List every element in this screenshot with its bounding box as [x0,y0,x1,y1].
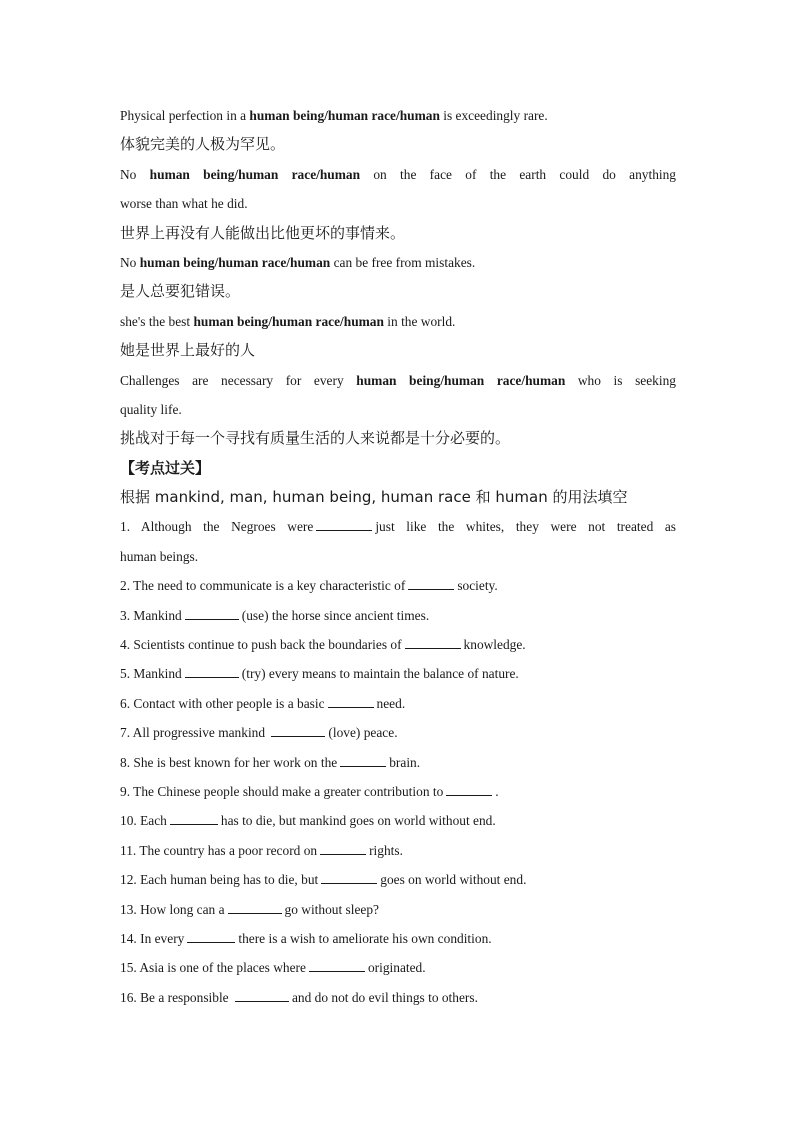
example-keyword: human being/human race/human [149,166,361,182]
exercise-text-after: need. [376,695,406,711]
exercise-text-before: Each [140,813,167,829]
exercise-text-after: just like the whites, they were not treated as [375,519,677,535]
exercise-text-before: Mankind [133,666,182,682]
fill-in-blank[interactable] [185,665,239,679]
example-english-line [120,307,676,336]
example-text: Challenges are necessary for every [120,372,357,388]
exercise-number: 7. [120,725,131,741]
example-text: quality life. [120,401,182,417]
exercise-text-before: Each human being has to die, but [140,872,319,888]
example-english-line [120,160,676,189]
fill-in-blank[interactable] [446,782,492,796]
example-text: is exceedingly rare. [439,108,548,123]
example-text: can be free from mistakes. [330,254,476,270]
exercise-text-before: In every [140,930,185,946]
fill-in-blank[interactable] [340,753,386,767]
exercise-text-after: go without sleep? [284,901,379,917]
exercise-text-before: All progressive mankind [132,725,269,741]
example-keyword: human being/human race/human [356,372,566,388]
exercise-number: 16. [120,989,137,1005]
example-keyword: human being/human race/human [193,313,384,329]
exercise-item [120,865,676,894]
exercise-item [120,748,676,777]
exercise-text-after: has to die, but mankind goes on world without end. [220,813,496,829]
exercise-text-after: (try) every means to maintain the balance of nature. [241,666,519,682]
exercise-text-after: originated. [367,960,426,976]
example-text: No [120,254,140,270]
exercise-number: 4. [120,637,131,653]
exercise-number: 1. [120,519,131,535]
example-text: who is seeking [565,372,676,388]
exercise-continuation: human beings. [120,548,199,564]
exercise-text-after: there is a wish to ameliorate his own condition. [238,930,492,946]
exercise-item [120,718,676,747]
example-english-line [120,189,676,218]
exercise-item [120,601,676,630]
example-chinese-translation: 挑战对于每一个寻找有质量生活的人来说都是十分必要的。 [120,429,511,448]
fill-in-blank[interactable] [185,606,239,620]
exercise-text-before: Scientists continue to push back the boundaries of [133,637,402,653]
exercise-number: 5. [120,666,131,682]
exercise-instruction: 根据 mankind, man, human being, human race 和 human 的用法填空 [120,488,628,507]
document-page [120,101,676,1012]
exercise-number: 12. [120,872,137,888]
exercise-item [120,512,676,541]
exercise-text-after: society. [457,578,498,594]
exercise-list [120,512,676,1012]
example-chinese-translation: 她是世界上最好的人 [120,341,256,360]
fill-in-blank[interactable] [316,518,372,532]
example-english-line [120,395,676,424]
exercise-text-before: She is best known for her work on the [133,754,338,770]
fill-in-blank[interactable] [328,694,374,708]
exercise-number: 13. [120,901,137,917]
example-text: in the world. [383,313,456,329]
example-sentences [120,101,676,454]
exercise-number: 11. [120,842,137,858]
exercise-item [120,777,676,806]
exercise-item [120,659,676,688]
example-english-line [120,101,676,130]
exercise-text-before: Asia is one of the places where [139,960,306,976]
exercise-text-before: How long can a [140,901,225,917]
exercise-text-before: The country has a poor record on [139,842,318,858]
fill-in-blank[interactable] [170,812,218,826]
example-english-line [120,248,676,277]
example-chinese-translation: 是人总要犯错误。 [120,282,241,301]
exercise-text-before: The Chinese people should make a greater contribution to [133,783,444,799]
exercise-text-after: . [495,783,499,799]
exercise-text-after: and do not do evil things to others. [291,989,478,1005]
exercise-text-before: Although the Negroes were [140,519,314,535]
example-text: she's the best [120,313,194,329]
example-text: No [120,166,150,182]
fill-in-blank[interactable] [187,929,235,943]
exercise-text-after: (use) the horse since ancient times. [241,607,430,623]
exercise-text-before: Mankind [133,607,182,623]
exercise-number: 15. [120,960,137,976]
exercise-item [120,806,676,835]
example-english-line [120,366,676,395]
example-keyword: human being/human race/human [249,108,440,123]
section-heading: 【考点过关】 [120,458,211,477]
exercise-text-before: Contact with other people is a basic [133,695,325,711]
exercise-number: 9. [120,783,131,799]
example-text: Physical perfection in a [120,108,250,123]
exercise-text-before: Be a responsible [140,989,232,1005]
exercise-number: 6. [120,695,131,711]
exercise-item [120,630,676,659]
exercise-item [120,983,676,1012]
exercise-number: 10. [120,813,137,829]
example-chinese-translation: 世界上再没有人能做出比他更坏的事情来。 [120,223,406,242]
exercise-number: 2. [120,578,131,594]
exercise-text-after: rights. [369,842,403,858]
fill-in-blank[interactable] [320,841,366,855]
exercise-item [120,689,676,718]
fill-in-blank[interactable] [309,959,365,973]
exercise-text-before: The need to communicate is a key characteristic of [133,578,406,594]
exercise-number: 8. [120,754,131,770]
exercise-number: 14. [120,930,137,946]
example-text: on the face of the earth could do anything [360,166,677,182]
fill-in-blank[interactable] [228,900,282,914]
exercise-item [120,924,676,953]
example-keyword: human being/human race/human [139,254,331,270]
exercise-text-after: goes on world without end. [380,872,527,888]
fill-in-blank[interactable] [408,577,454,591]
exercise-item [120,895,676,924]
exercise-number: 3. [120,607,131,623]
exercise-text-after: brain. [389,754,421,770]
example-text: worse than what he did. [120,196,248,212]
exercise-item [120,953,676,982]
exercise-item [120,571,676,600]
example-chinese-translation: 体貌完美的人极为罕见。 [120,135,286,154]
fill-in-blank[interactable] [405,635,461,649]
fill-in-blank[interactable] [235,988,289,1002]
exercise-text-after: knowledge. [463,637,526,653]
exercise-text-after: (love) peace. [328,725,398,741]
fill-in-blank[interactable] [321,870,377,884]
exercise-item [120,836,676,865]
fill-in-blank[interactable] [271,723,325,737]
